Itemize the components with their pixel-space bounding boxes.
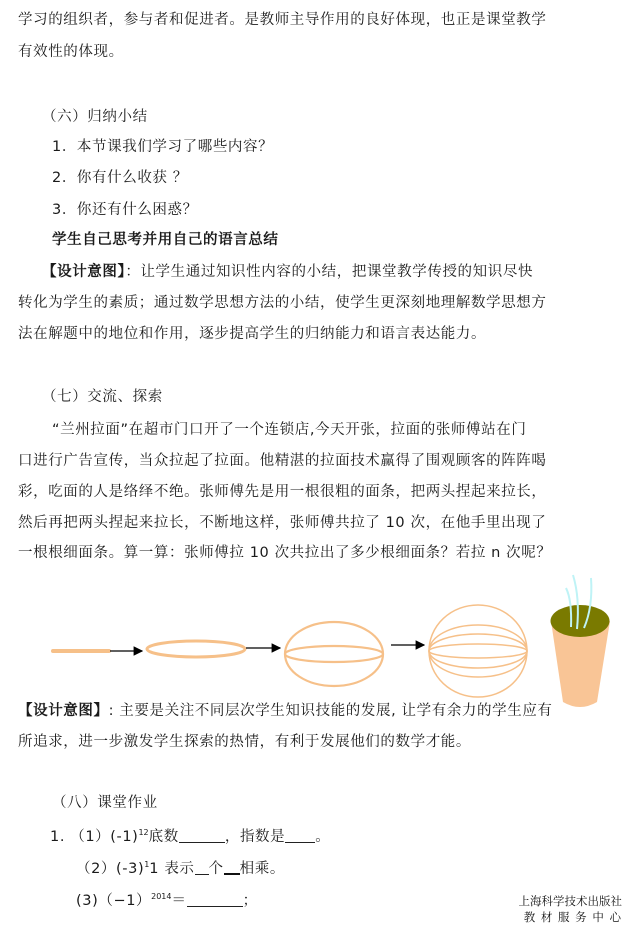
section6-item-1: 1．本节课我们学习了哪些内容？ [52, 139, 274, 155]
section6-item-3: 3．你还有什么困惑？ [52, 202, 198, 218]
section6-heading: （六）归纳小结 [42, 109, 148, 125]
section6-design-intent-line-1: 【设计意图】：让学生通过知识性内容的小结，把课堂教学传授的知识尽快 [42, 264, 534, 280]
publisher-name: 上海科学技术出版社 [518, 894, 622, 908]
homework-question-1: 1. $(1)(-1)^{12}$底数 ，指数是 。 [50, 828, 331, 845]
design-intent-label: 【设计意图】 [18, 703, 109, 719]
noodle-multi-loop-icon [429, 605, 527, 697]
section7-paragraph-line-1: “兰州拉面”在超市门口开了一个连锁店,今天开张，拉面的张师傅站在门 [52, 422, 527, 438]
section7-paragraph-line-4: 然后再把两头捏起来拉长，不断地这样，张师傅共拉了 10 次，在他手里出现了 [18, 515, 547, 531]
section6-design-intent-line-2: 转化为学生的素质；通过数学思想方法的小结，使学生更深刻地理解数学思想方 [18, 295, 547, 311]
answer-blank-factor[interactable] [224, 859, 240, 875]
answer-blank-exponent[interactable] [285, 828, 315, 843]
noodle-loop-icon [147, 641, 245, 657]
section7-heading: （七）交流、探索 [42, 389, 163, 405]
answer-blank-count[interactable] [195, 860, 209, 875]
homework-question-2: $(2)(-3)^11$ 表示 个 相乘。 [76, 860, 285, 877]
section6-item-2: 2．你有什么收获 ？ [52, 170, 188, 186]
section7-design-intent-line-2: 所追求，进一步激发学生探索的热情，有利于发展他们的数学才能。 [18, 734, 471, 750]
answer-blank-result[interactable] [187, 892, 243, 907]
answer-blank-base[interactable] [179, 828, 225, 843]
section8-heading: （八）课堂作业 [52, 795, 158, 811]
noodle-double-loop-icon [285, 622, 383, 686]
noodle-pulling-illustration [0, 565, 632, 715]
design-intent-label: 【设计意图】 [42, 264, 126, 280]
section6-design-intent-line-3: 法在解题中的地位和作用，逐步提高学生的归纳能力和语言表达能力。 [18, 326, 487, 342]
intro-line-2: 有效性的体现。 [18, 44, 124, 60]
section6-bold-summary: 学生自己思考并用自己的语言总结 [52, 232, 279, 248]
noodle-cup-icon [551, 575, 611, 707]
section7-paragraph-line-2: 口进行广告宣传，当众拉起了拉面。他精湛的拉面技术赢得了围观顾客的阵阵喝 [18, 453, 547, 469]
intro-line-1: 学习的组织者，参与者和促进者。是教师主导作用的良好体现，也正是课堂教学 [18, 12, 547, 28]
homework-question-3: $(3)(-1)^{2014}=$ ； [76, 892, 258, 909]
section7-paragraph-line-5: 一根根细面条。算一算：张师傅拉 10 次共拉出了多少根细面条？若拉 n 次呢？ [18, 545, 552, 561]
section7-design-intent-line-1: 【设计意图】: 主要是关注不同层次学生知识技能的发展, 让学有余力的学生应有 [18, 703, 553, 719]
publisher-department: 教 材 服 务 中 心 [523, 910, 622, 924]
section7-paragraph-line-3: 彩，吃面的人是络绎不绝。张师傅先是用一根很粗的面条，把两头捏起来拉长， [18, 484, 547, 500]
